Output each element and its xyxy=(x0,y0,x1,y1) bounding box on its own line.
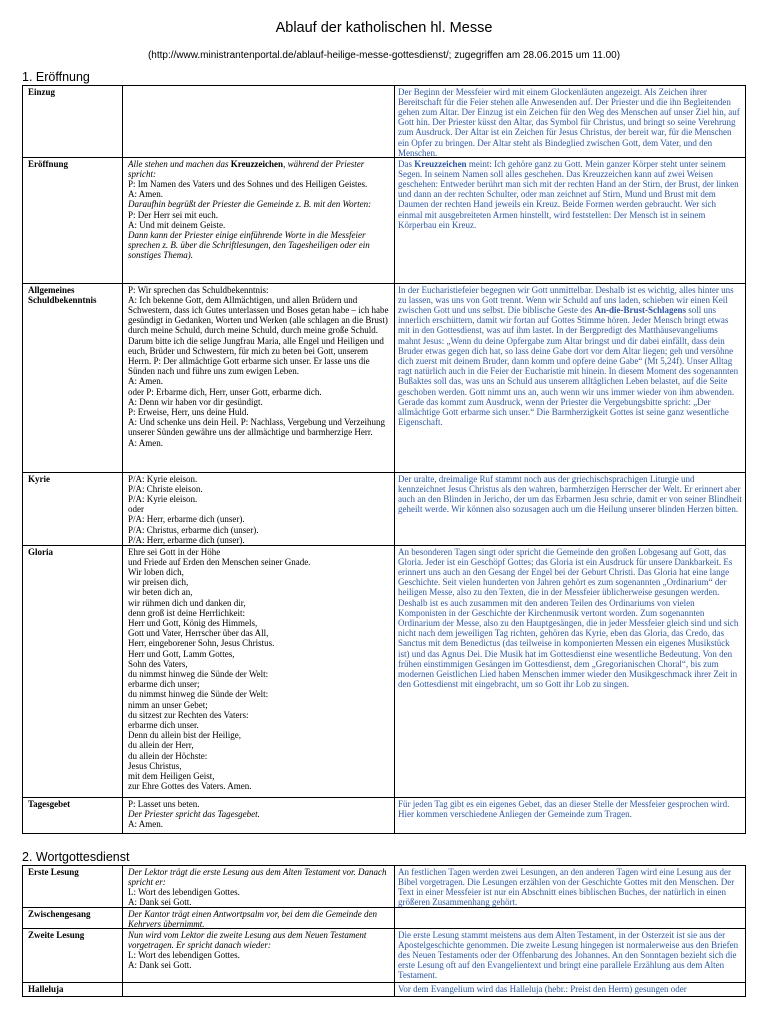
paragraph: du nimmst hinweg die Sünde der Welt: xyxy=(128,668,269,679)
paragraph: oder P: Erbarme dich, Herr, unser Gott, erbarme dich. xyxy=(128,386,322,397)
paragraph: Sohn des Vaters, xyxy=(128,658,188,669)
paragraph: P/A: Christe eleison. xyxy=(128,483,203,494)
paragraph: du nimmst hinweg die Sünde der Welt: xyxy=(128,689,269,700)
explanation-cell xyxy=(395,284,746,472)
paragraph: P/A: Herr, erbarme dich (unser). xyxy=(128,534,245,545)
paragraph: wir rühmen dich und danken dir, xyxy=(128,597,246,608)
italic-text: Der Lektor trägt die erste Lesung aus dem Alten Testament vor. Danach spricht er: xyxy=(128,866,387,887)
row-label: Allgemeines Schuldbekenntnis xyxy=(23,284,123,472)
paragraph xyxy=(128,930,391,950)
liturgy-text-cell xyxy=(123,284,395,472)
text-run: meint: Ich gehöre ganz zu Gott. Mein ganzer Körper steht unter seinem Segen. In seinem Namen soll alles geschehen. Das Kreuzzeichen kann auf zwei Weisen geschehen: Entweder berührt man sich mit der rechten Hand an der Stirn, der Brust, der linken und dann an der rechten Schulter, oder man zeichnet auf Stirn, Mund und Brust mit dem Daumen der rechten Hand jeweils ein Kreuz. Beide Formen werden gebraucht. Wer sich einmal mit ausgebreiteten Armen hinstellt, wird feststellen: Der Mensch ist in seinem Körperbau ein Kreuz. xyxy=(398,158,739,230)
row-label: Kyrie xyxy=(23,473,123,545)
section-heading: 1. Eröffnung xyxy=(22,69,90,84)
bold-text: Kreuzzeichen xyxy=(230,158,284,169)
italic-text: Alle stehen und machen das xyxy=(128,158,231,169)
row-label: Zweite Lesung xyxy=(23,929,123,982)
row-label: Zwischengesang xyxy=(23,908,123,928)
paragraph: Jesus Christus, xyxy=(128,760,182,771)
paragraph: P: Im Namen des Vaters und des Sohnes und des Heiligen Geistes. xyxy=(128,178,368,189)
text-run: Das xyxy=(398,158,415,169)
row-label: Einzug xyxy=(23,86,123,157)
paragraph: P: Wir sprechen das Schuldbekenntnis: xyxy=(128,284,269,295)
table-row xyxy=(23,86,746,158)
table-row xyxy=(23,473,746,546)
liturgy-text-cell xyxy=(123,983,395,996)
paragraph: Für jeden Tag gibt es ein eigenes Gebet, das an dieser Stelle der Messfeier gesprochen wird. Hier kommen verschiedene Anliegen der Gemeinde zum Tragen. xyxy=(398,798,730,819)
table-row xyxy=(23,798,746,834)
paragraph: P/A: Kyrie eleison. xyxy=(128,493,198,504)
paragraph: P: Der Herr sei mit euch. xyxy=(128,209,218,220)
paragraph: Der Beginn der Messfeier wird mit einem Glockenläuten angezeigt. Als Zeichen ihrer Bereitschaft für die Feier stehen alle Anwesenden auf. Der Priester und die ihn Begleitenden gehen zum Altar. Der Einzug ist ein Zeichen für den Weg des Menschen auf unser Ziel hin, auf Gott hin. Der Priester küsst den Altar, das Symbol für Christus, und bringt so seine Verehrung zum Ausdruck. Der Altar ist ein Zeichen für Jesus Christus, der bereit war, für die Menschen ein Opfer zu bringen. Der Altar steht als Bindeglied zwischen Gott, dem Vater, und den Menschen. xyxy=(398,86,740,157)
paragraph: oder xyxy=(128,504,144,515)
paragraph: Herr und Gott, König des Himmels, xyxy=(128,617,258,628)
table-row xyxy=(23,866,746,908)
paragraph xyxy=(128,230,391,261)
paragraph xyxy=(128,909,391,929)
paragraph: L: Wort des lebendigen Gottes. xyxy=(128,949,240,960)
explanation-cell xyxy=(395,908,746,928)
document-title: Ablauf der katholischen hl. Messe xyxy=(275,19,493,36)
paragraph: Gott und Vater, Herrscher über das All, xyxy=(128,628,269,639)
italic-text: Der Priester spricht das Tagesgebet. xyxy=(128,808,260,819)
italic-text: Dann kann der Priester einige einführende Worte in die Messfeier sprechen z. B. über die Schriftlesungen, den Tagesheiligen oder ein sonstiges Thema). xyxy=(128,229,370,261)
liturgy-text-cell xyxy=(123,158,395,283)
paragraph xyxy=(128,809,391,819)
table-row xyxy=(23,983,746,997)
paragraph: wir preisen dich, xyxy=(128,577,189,588)
paragraph: Die erste Lesung stammt meistens aus dem Alten Testament, in der Osterzeit ist sie aus der Apostelgeschichte genommen. Die zweite Lesung hingegen ist normalerweise aus den Briefen des Neuen Testaments oder der Offenbarung des Johannes. An den Sonntagen bezieht sich die erste Lesung oft auf den Evangelientext und bringt eine parallele Erzählung aus dem Alten Testament. xyxy=(398,929,739,981)
bold-text: Kreuzzeichen xyxy=(414,158,467,169)
liturgy-text-cell xyxy=(123,473,395,545)
liturgy-text-cell xyxy=(123,929,395,982)
explanation-cell xyxy=(395,158,746,283)
explanation-cell xyxy=(395,546,746,797)
bold-text: An-die-Brust-Schlagens xyxy=(594,304,686,315)
explanation-cell xyxy=(395,86,746,157)
paragraph: P: Erweise, Herr, uns deine Huld. xyxy=(128,406,249,417)
table-row xyxy=(23,908,746,929)
paragraph: Herr, eingeborener Sohn, Jesus Christus. xyxy=(128,638,275,649)
row-label: Erste Lesung xyxy=(23,866,123,907)
italic-text: , während der Priester spricht: xyxy=(128,158,365,179)
paragraph: Wir loben dich, xyxy=(128,566,184,577)
explanation-cell xyxy=(395,929,746,982)
paragraph: L: Wort des lebendigen Gottes. xyxy=(128,886,240,897)
table-row xyxy=(23,158,746,284)
paragraph: denn groß ist deine Herrlichkeit: xyxy=(128,607,245,618)
italic-text: Daraufhin begrüßt der Priester die Gemeinde z. B. mit den Worten: xyxy=(128,199,372,210)
text-run: soll uns innerlich erschüttern, damit wir fortan auf Gottes Stimme hören. Jeder Mensch bringt etwas mit in den Gottesdienst, was auf ihm lastet. In der Bergpredigt des Matthäusevangeliums mahnt Jesus: „Wenn du deine Opfergabe zum Altar bringst und dir dabei einfällt, dass dein Bruder etwas gegen dich hat, so lass deine Gabe dort vor dem Altar liegen; geh und versöhne dich zuerst mit deinem Bruder, dann komm und opfere deine Gabe“ (Mt 5,24f). Unser Alltag ragt natürlich auch in die Feier der Eucharistie mit hinein. In diesem Moment des sogenannten Bußaktes soll das, was uns an Schuld aus unserem alltäglichen Leben belastet, auf die Seite geschoben werden. Gott nimmt uns an, auch wenn wir uns immer wieder von ihm abwenden. Gerade das kommt zum Ausdruck, wenn der Priester die Vergebungsbitte spricht: „Der allmächtige Gott erbarme sich unser.“ Die Barmherzigkeit Gottes ist seine ganz wesentliche Eigenschaft. xyxy=(398,304,739,428)
paragraph xyxy=(128,199,391,209)
explanation-cell xyxy=(395,866,746,907)
liturgy-text-cell xyxy=(123,908,395,928)
source-citation: (http://www.ministrantenportal.de/ablauf-heilige-messe-gottesdienst/; zugegriffen am 28.06.2015 um 11.00) xyxy=(147,50,621,61)
paragraph: Der uralte, dreimalige Ruf stammt noch aus der griechischsprachigen Liturgie und kennzeichnet Jesus Christus als den wahren, barmherzigen Herrscher der Welt. Er erinnert aber auch an den Blinden in Jericho, der um das Erbarmen Jesu schrie, damit er von seiner Blindheit geheilt werde. Wir können also sozusagen auch um die Heilung unserer blinden Herzen bitten. xyxy=(398,473,742,515)
section-heading: 2. Wortgottesdienst xyxy=(22,849,130,864)
table-row xyxy=(23,546,746,798)
paragraph: A: Ich bekenne Gott, dem Allmächtigen, und allen Brüdern und Schwestern, dass ich Gutes unterlassen und Boses getan habe – ich habe gesündigt in Gedanken, Worten und Werken (alle schlagen an die Brust) durch meine Schuld, durch meine Schuld, durch meine große Schuld. Darum bitte ich die selige Jungfrau Maria, alle Engel und Heiligen und euch, Brüder und Schwestern, für mich zu beten bei Gott, unserem Herrn. P: Der allmächtige Gott erbarme sich unser. Er lasse uns die Sünden nach und führe uns zum ewigen Leben. xyxy=(128,294,389,377)
paragraph: A: Und mit deinem Geiste. xyxy=(128,219,226,230)
paragraph: A: Und schenke uns dein Heil. P: Nachlass, Vergebung und Verzeihung unserer Sünden gewähre uns der allmächtige und barmherzige Herr. xyxy=(128,417,385,438)
paragraph xyxy=(398,285,742,428)
paragraph: A: Denn wir haben vor dir gesündigt. xyxy=(128,396,263,407)
paragraph: P: Lasset uns beten. xyxy=(128,798,200,809)
row-label: Gloria xyxy=(23,546,123,797)
paragraph: und Friede auf Erden den Menschen seiner Gnade. xyxy=(128,556,311,567)
liturgy-text-cell xyxy=(123,86,395,157)
paragraph: P/A: Herr, erbarme dich (unser). xyxy=(128,514,245,525)
paragraph: A: Amen. xyxy=(128,189,163,200)
table-row xyxy=(23,284,746,473)
liturgy-text-cell xyxy=(123,546,395,797)
explanation-cell xyxy=(395,983,746,996)
paragraph: An festlichen Tagen werden zwei Lesungen, an den anderen Tagen wird eine Lesung aus der Bibel vorgetragen. Die Lesungen erzählen von der Geschichte Gottes mit den Menschen. Der Text in einer Messfeier ist nur ein Abschnitt eines biblischen Buches, der natürlich in einen größeren Zusammenhang gehört. xyxy=(398,866,735,907)
italic-text: Der Kantor trägt einen Antwortpsalm vor, bei dem die Gemeinde den Kehrvers übernimmt. xyxy=(128,908,378,928)
paragraph: A: Dank sei Gott. xyxy=(128,897,192,907)
text-run: In der Eucharistiefeier begegnen wir Gott unmittelbar. Deshalb ist es wichtig, alles hinter uns zu lassen, was uns von Gott trennt. Wenn wir Schuld auf uns laden, schieben wir einen Keil zwischen Gott und uns selbst. Die biblische Geste des xyxy=(398,284,734,315)
paragraph: du allein der Höchste: xyxy=(128,750,208,761)
row-label: Halleluja xyxy=(23,983,123,996)
liturgy-text-cell xyxy=(123,798,395,833)
section-table xyxy=(22,865,746,997)
italic-text: Nun wird vom Lektor die zweite Lesung aus dem Neuen Testament vorgetragen. Er spricht danach wieder: xyxy=(128,929,367,950)
explanation-cell xyxy=(395,798,746,833)
paragraph: P/A: Kyrie eleison. xyxy=(128,473,198,484)
paragraph: A: Amen. xyxy=(128,818,163,829)
paragraph: du allein der Herr, xyxy=(128,740,194,751)
paragraph: erbarme dich unser; xyxy=(128,679,200,690)
paragraph: zur Ehre Gottes des Vaters. Amen. xyxy=(128,781,252,792)
table-row xyxy=(23,929,746,983)
paragraph xyxy=(398,159,742,230)
paragraph: Herr und Gott, Lamm Gottes, xyxy=(128,648,235,659)
explanation-cell xyxy=(395,473,746,545)
section-table xyxy=(22,85,746,834)
paragraph: erbarme dich unser. xyxy=(128,719,199,730)
row-label: Eröffnung xyxy=(23,158,123,283)
paragraph: du sitzest zur Rechten des Vaters: xyxy=(128,709,249,720)
paragraph: wir beten dich an, xyxy=(128,587,193,598)
paragraph xyxy=(128,159,391,179)
paragraph: A: Amen. xyxy=(128,376,163,387)
paragraph: mit dem Heiligen Geist, xyxy=(128,770,215,781)
paragraph: An besonderen Tagen singt oder spricht die Gemeinde den großen Lobgesang auf Gott, das Gloria. Jeder ist ein Geschöpf Gottes; das Gloria ist ein Ausdruck für unsere Dankbarkeit. Es erinnert uns auch an den Gesang der Engel bei der Geburt Christi. Das Gloria hat eine lange Geschichte. Seit vielen hunderten von Jahren gehört es zum sogenannten „Ordinarium“ der heiligen Messe, also zu den Texten, die in der Messfeier üblicherweise gesungen werden. Deshalb ist es auch zusammen mit den anderen Teilen des Ordinariums von vielen Komponisten in der Geschichte der Kirchenmusik vertont worden. Zum sogenannten Ordinarium der Messe, also zu den Hauptgesängen, die in jeder Messfeier gleich sind und sich nicht nach dem jeweiligen Tag richten, gehören das Kyrie, eben das Gloria, das Credo, das Sanctus mit dem Benedictus (das teilweise in komponierten Messen ein eigenes Musikstück ist) und das Agnus Dei. Die Musik hat im Gottesdienst eine wesentliche Bedeutung. Von den frühen einstimmigen Gesängen im Gottesdienst, dem „Gregorianischen Choral“, bis zum modernen Geistlichen Lied haben Menschen immer wieder den Musikgeschmack ihrer Zeit in den Gottesdienst mit eingebracht, um so Gott ihr Lob zu singen. xyxy=(398,546,739,690)
paragraph xyxy=(128,867,391,887)
paragraph: nimm an unser Gebet; xyxy=(128,699,208,710)
paragraph: P/A: Christus, erbarme dich (unser). xyxy=(128,524,259,535)
row-label: Tagesgebet xyxy=(23,798,123,833)
paragraph: Denn du allein bist der Heilige, xyxy=(128,730,241,741)
paragraph: Ehre sei Gott in der Höhe xyxy=(128,546,221,557)
liturgy-text-cell xyxy=(123,866,395,907)
paragraph: A: Amen. xyxy=(128,437,163,448)
paragraph: A: Dank sei Gott. xyxy=(128,960,192,971)
paragraph: Vor dem Evangelium wird das Halleluja (hebr.: Preist den Herrn) gesungen oder xyxy=(398,983,687,994)
